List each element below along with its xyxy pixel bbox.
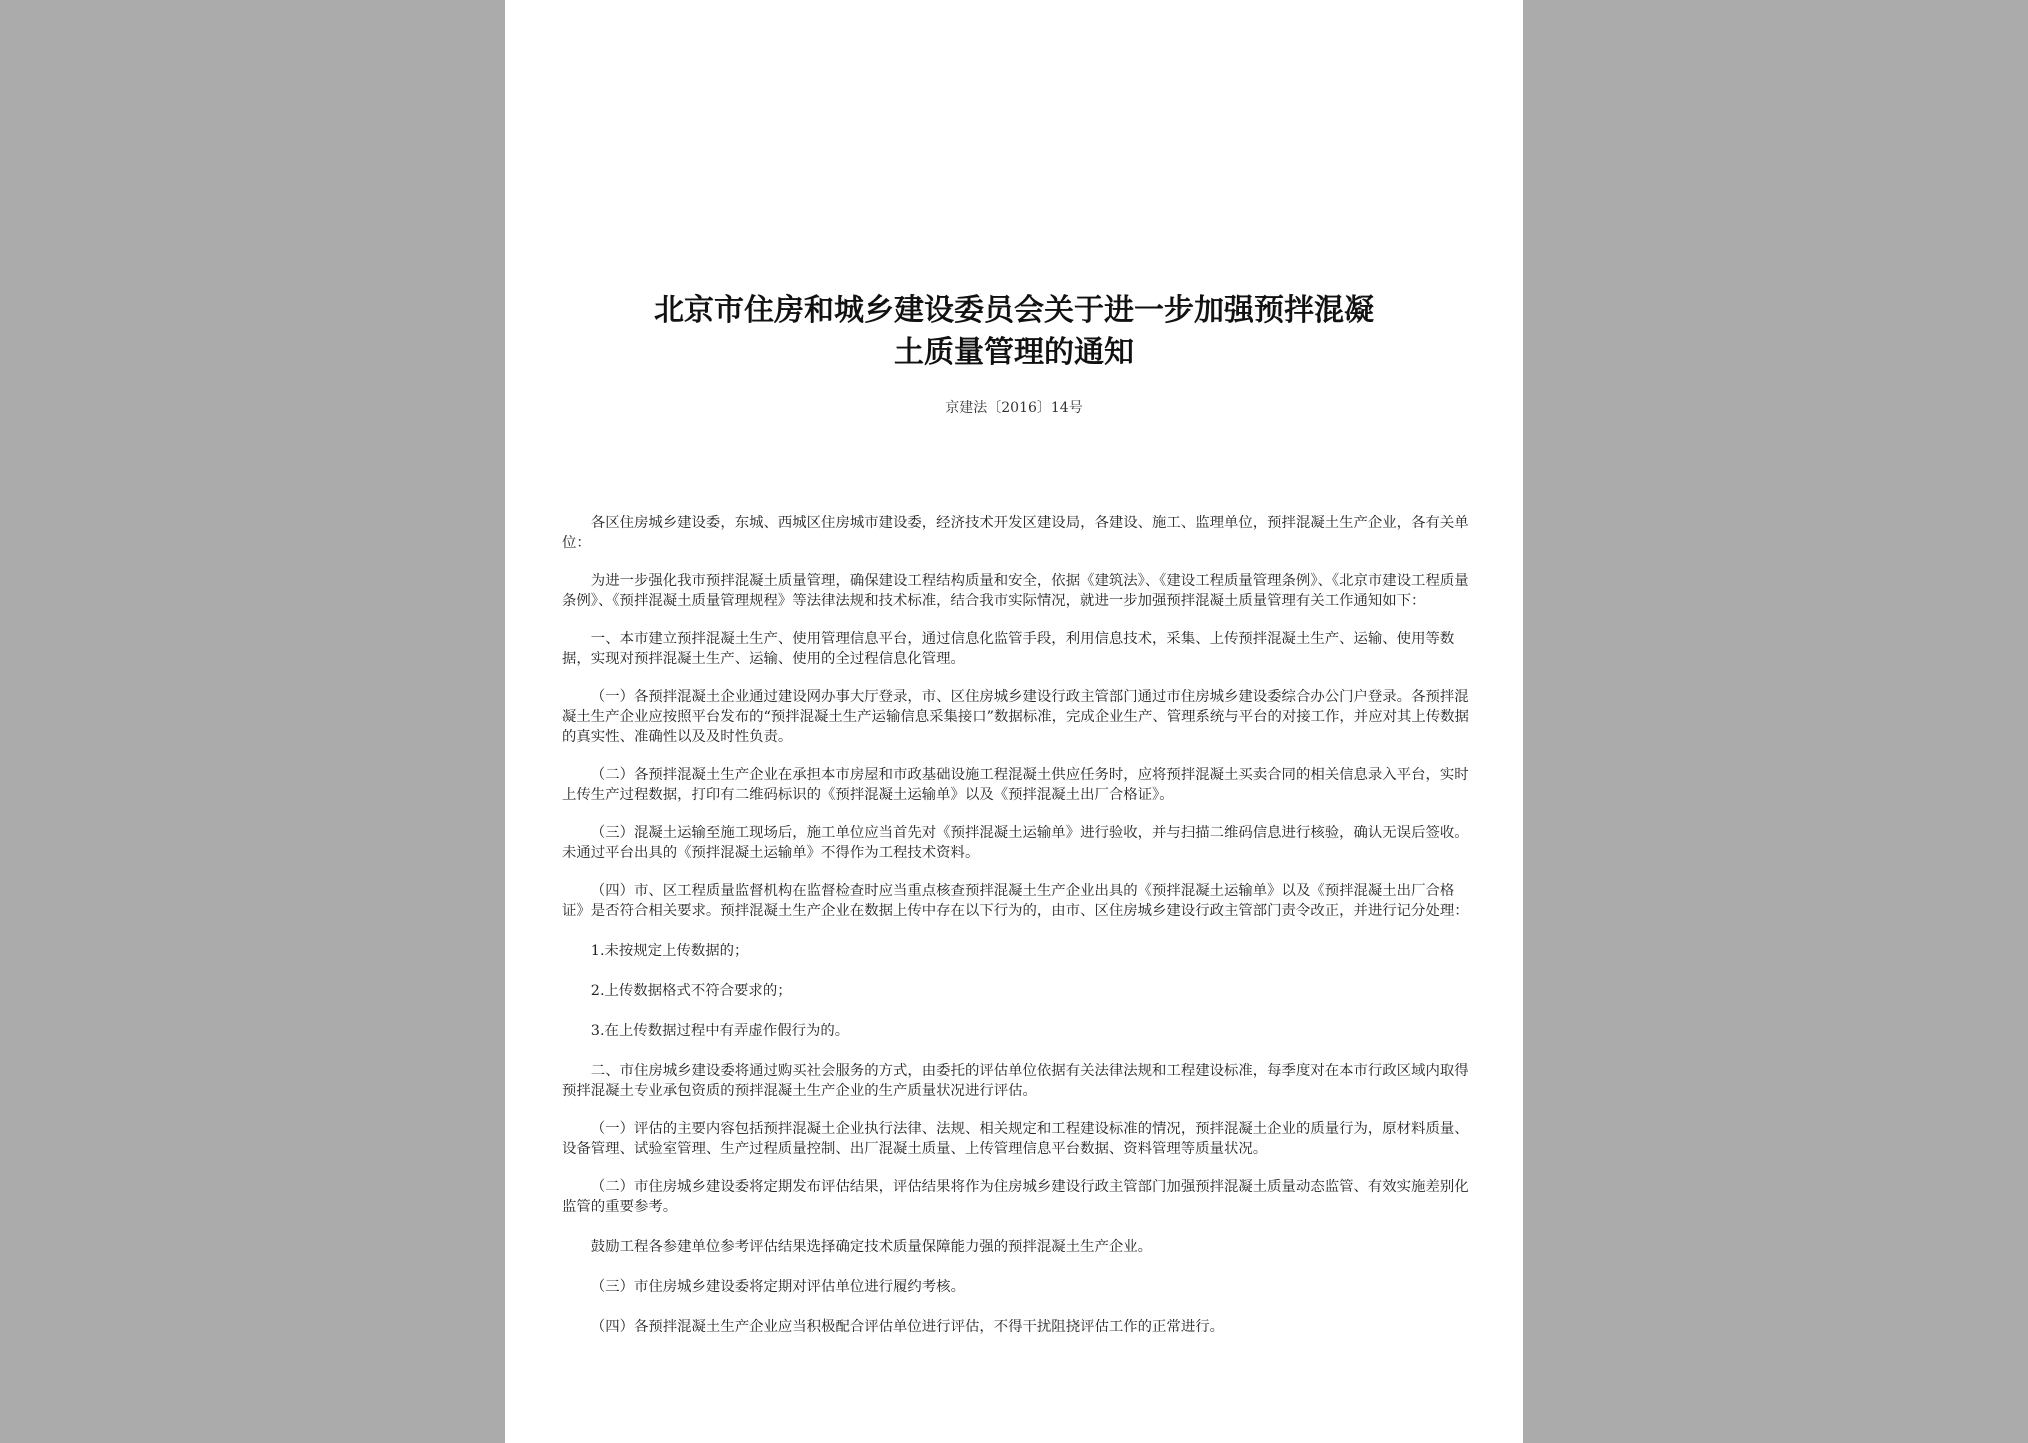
list-item-1: 1.未按规定上传数据的；	[590, 943, 749, 959]
document-body	[562, 513, 1473, 1337]
document-page	[505, 0, 1523, 1443]
paragraph-2-3: （三）市住房城乡建设委将定期对评估单位进行履约考核。	[590, 1279, 965, 1295]
document-number: 京建法〔2016〕14号	[945, 400, 1083, 416]
paragraph-1-3: （三）混凝土运输至施工现场后，施工单位应当首先对《预拌混凝土运输单》进行验收，并与扫描二维码信息进行核验，确认无误后签收。未通过平台出具的《预拌混凝土运输单》不得作为工程技术资料。	[562, 825, 1469, 861]
paragraph-intro: 为进一步强化我市预拌混凝土质量管理，确保建设工程结构质量和安全，依据《建筑法》、《建设工程质量管理条例》、《北京市建设工程质量条例》、《预拌混凝土质量管理规程》等法律法规和技术标准，结合我市实际情况，就进一步加强预拌混凝土质量管理有关工作通知如下：	[562, 573, 1469, 609]
paragraph-addressee: 各区住房城乡建设委，东城、西城区住房城市建设委，经济技术开发区建设局，各建设、施工、监理单位，预拌混凝土生产企业，各有关单位：	[562, 515, 1469, 551]
paragraph-section-1: 一、本市建立预拌混凝土生产、使用管理信息平台，通过信息化监管手段，利用信息技术，采集、上传预拌混凝土生产、运输、使用等数据，实现对预拌混凝土生产、运输、使用的全过程信息化管理。	[562, 631, 1455, 667]
title-line-1: 北京市住房和城乡建设委员会关于进一步加强预拌混凝	[654, 293, 1374, 328]
paragraph-1-1: （一）各预拌混凝土企业通过建设网办事大厅登录，市、区住房城乡建设行政主管部门通过市住房城乡建设委综合办公门户登录。各预拌混凝土生产企业应按照平台发布的“预拌混凝土生产运输信息采集接口”数据标准，完成企业生产、管理系统与平台的对接工作，并应对其上传数据的真实性、准确性以及及时性负责。	[562, 689, 1469, 745]
list-item-2: 2.上传数据格式不符合要求的；	[590, 983, 792, 999]
list-item-3: 3.在上传数据过程中有弄虚作假行为的。	[590, 1023, 850, 1039]
paragraph-1-4: （四）市、区工程质量监督机构在监督检查时应当重点核查预拌混凝土生产企业出具的《预拌混凝土运输单》以及《预拌混凝土出厂合格证》是否符合相关要求。预拌混凝土生产企业在数据上传中存在以下行为的，由市、区住房城乡建设行政主管部门责令改正，并进行记分处理：	[562, 883, 1469, 919]
paragraph-2-4: （四）各预拌混凝土生产企业应当积极配合评估单位进行评估，不得干扰阻挠评估工作的正常进行。	[590, 1319, 1224, 1335]
document-title	[565, 290, 1463, 374]
paragraph-2-1: （一）评估的主要内容包括预拌混凝土企业执行法律、法规、相关规定和工程建设标准的情况，预拌混凝土企业的质量行为，原材料质量、设备管理、试验室管理、生产过程质量控制、出厂混凝土质量、上传管理信息平台数据、资料管理等质量状况。	[562, 1121, 1469, 1157]
paragraph-section-2: 二、市住房城乡建设委将通过购买社会服务的方式，由委托的评估单位依据有关法律法规和工程建设标准，每季度对在本市行政区域内取得预拌混凝土专业承包资质的预拌混凝土生产企业的生产质量状况进行评估。	[562, 1063, 1469, 1099]
title-line-2: 土质量管理的通知	[894, 335, 1134, 370]
paragraph-1-2: （二）各预拌混凝土生产企业在承担本市房屋和市政基础设施工程混凝土供应任务时，应将预拌混凝土买卖合同的相关信息录入平台，实时上传生产过程数据，打印有二维码标识的《预拌混凝土运输单》以及《预拌混凝土出厂合格证》。	[562, 767, 1469, 803]
paragraph-2-2: （二）市住房城乡建设委将定期发布评估结果，评估结果将作为住房城乡建设行政主管部门加强预拌混凝土质量动态监管、有效实施差别化监管的重要参考。	[562, 1179, 1469, 1215]
paragraph-2-note: 鼓励工程各参建单位参考评估结果选择确定技术质量保障能力强的预拌混凝土生产企业。	[590, 1239, 1153, 1255]
